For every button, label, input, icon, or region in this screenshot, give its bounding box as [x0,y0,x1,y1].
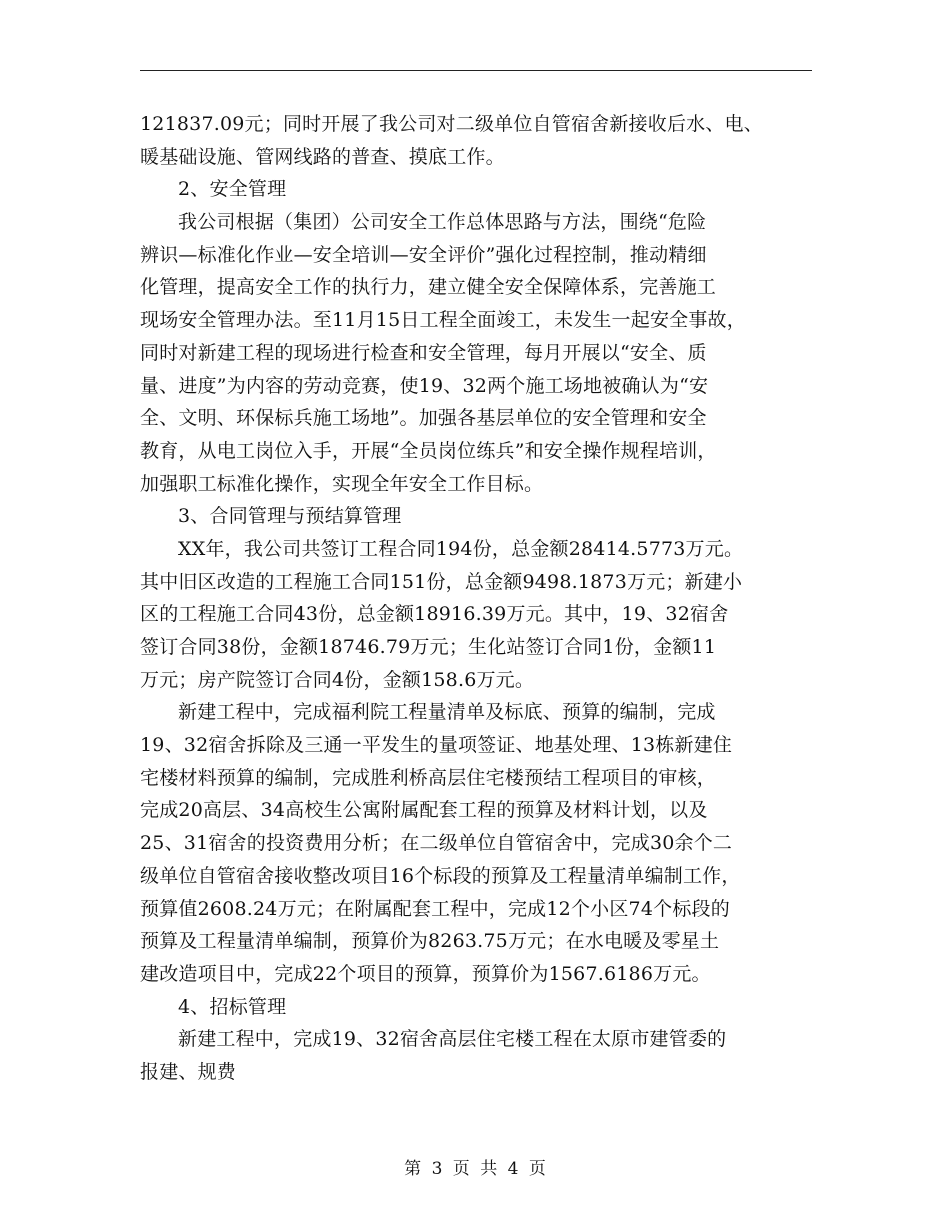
text-line: XX年，我公司共签订工程合同194份，总金额28414.5773万元。 [178,537,744,560]
text-line: 3、合同管理与预结算管理 [178,505,402,528]
text-line: 4、招标管理 [178,995,287,1018]
text-line: 化管理，提高安全工作的执行力，建立健全安全保障体系，完善施工 [140,276,717,299]
text-line: 25、31宿舍的投资费用分析；在二级单位自管宿舍中，完成30余个二 [140,832,733,855]
text-line: 新建工程中，完成福利院工程量清单及标底、预算的编制，完成 [178,701,716,724]
text-line: 区的工程施工合同43份，总金额18916.39万元。其中，19、32宿舍 [140,603,729,626]
text-line: 预算及工程量清单编制，预算价为8263.75万元；在水电暖及零星土 [140,930,720,953]
text-line: 万元；房产院签订合同4份，金额158.6万元。 [140,668,535,691]
text-line: 加强职工标准化操作，实现全年安全工作目标。 [140,472,544,495]
text-line: 辨识—标准化作业—安全培训—安全评价”强化过程控制，推动精细 [140,243,707,266]
text-line: 其中旧区改造的工程施工合同151份，总金额9498.1873万元；新建小 [140,570,743,593]
text-line: 宅楼材料预算的编制，完成胜利桥高层住宅楼预结工程项目的审核， [140,766,717,789]
text-line: 现场安全管理办法。至11月15日工程全面竣工，未发生一起安全事故， [140,309,746,332]
document-body [140,108,820,1089]
text-line: 预算值2608.24万元；在附属配套工程中，完成12个小区74个标段的 [140,897,730,920]
text-line: 报建、规费 [140,1060,237,1083]
text-line: 级单位自管宿舍接收整改项目16个标段的预算及工程量清单编制工作， [140,864,741,887]
text-line: 全、文明、环保标兵施工场地”。加强各基层单位的安全管理和安全 [140,407,707,430]
text-line: 签订合同38份，金额18746.79万元；生化站签订合同1份，金额11 [140,636,717,658]
text-line: 新建工程中，完成19、32宿舍高层住宅楼工程在太原市建管委的 [178,1028,727,1051]
text-line: 2、安全管理 [178,178,287,201]
text-line: 19、32宿舍拆除及三通一平发生的量项签证、地基处理、13栋新建住 [140,734,733,757]
text-line: 量、进度”为内容的劳动竞赛，使19、32两个施工场地被确认为“安 [140,374,709,397]
text-line: 同时对新建工程的现场进行检查和安全管理，每月开展以“安全、质 [140,341,707,364]
header-rule [140,70,812,71]
text-line: 暖基础设施、管网线路的普查、摸底工作。 [140,145,505,168]
text-line: 教育，从电工岗位入手，开展“全员岗位练兵”和安全操作规程培训， [140,439,717,462]
text-line: 建改造项目中，完成22个项目的预算，预算价为1567.6186万元。 [140,962,711,985]
text-line: 完成20高层、34高校生公寓附属配套工程的预算及材料计划，以及 [140,799,708,822]
page-footer: 第 3 页 共 4 页 [404,1159,546,1179]
text-line: 我公司根据（集团）公司安全工作总体思路与方法，围绕“危险 [178,211,707,234]
text-line: 121837.09元；同时开展了我公司对二级单位自管宿舍新接收后水、电、 [140,113,763,135]
